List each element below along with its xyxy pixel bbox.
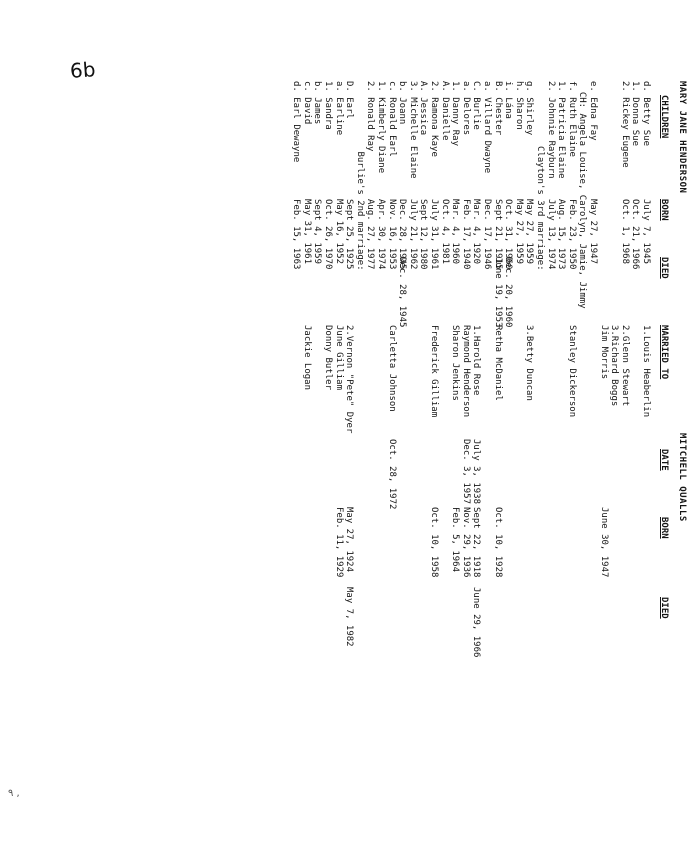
- header-children: CHILDREN: [659, 95, 669, 139]
- cell-died2: May 7, 1982: [344, 587, 355, 647]
- cell-born: July 31, 1961: [429, 199, 439, 270]
- cell-spouse: 1.Harold Rose: [471, 325, 482, 396]
- cell-name: d. Earl Dewayne: [291, 81, 302, 163]
- cell-name: 1. Danny Ray: [450, 81, 461, 147]
- cell-born: Mar. 4, 1920: [471, 199, 482, 265]
- entry-row: [344, 67, 355, 797]
- cell-born: Nov. 16, 1953: [386, 199, 397, 270]
- title-left: MARY JANE HENDERSON: [677, 81, 687, 194]
- cell-born: Sept 25, 1925: [344, 199, 355, 270]
- cell-name: A. Jessica: [418, 81, 429, 136]
- cell-born: Aug. 15, 1973: [556, 199, 567, 270]
- entry-row: [323, 67, 334, 797]
- cell-name: 1. Sandra: [323, 81, 333, 130]
- cell-born2: Nov. 29, 1936: [460, 507, 471, 578]
- cell-born: May 27, 1959: [524, 199, 535, 265]
- header-born2: BORN: [659, 517, 669, 539]
- cell-name: h. Sharon: [513, 81, 524, 130]
- genealogy-table: [205, 67, 695, 797]
- cell-born: Aug. 27, 1977: [365, 199, 376, 270]
- cell-name: 2. Rickey Eugene: [619, 81, 630, 168]
- cell-name: c. Ronald Earl: [386, 81, 397, 157]
- cell-spouse: 1.Louis Heaberlin: [641, 325, 651, 418]
- cell-spouse: Jim Morris: [598, 325, 609, 380]
- entry-row: [471, 67, 482, 797]
- cell-born: July 7, 1945: [641, 199, 651, 265]
- cell-born2: Oct. 10, 1928: [492, 507, 503, 578]
- entry-row: [418, 67, 429, 797]
- cell-date: Dec. 3, 1957: [460, 439, 471, 505]
- entry-row: [609, 67, 620, 797]
- cell-spouse: 2.Vernon "Pete" Dyer: [344, 325, 355, 434]
- cell-born: Sept 4, 1959: [312, 199, 323, 265]
- entry-row: [301, 67, 312, 797]
- cell-born: Sept 12, 1980: [418, 199, 429, 270]
- cell-name: 1. Patricia Elaine: [556, 81, 567, 179]
- cell-date: Oct. 28, 1972: [386, 439, 397, 510]
- cell-born: Oct. 4, 1981: [439, 199, 450, 265]
- cell-spouse: Sharon Jenkins: [450, 325, 461, 401]
- cell-born2: Feb. 11, 1929: [333, 507, 344, 578]
- header-died2: DIED: [659, 597, 669, 619]
- header-born: BORN: [659, 199, 669, 221]
- cell-died: Dec. 28, 1945: [397, 257, 408, 328]
- entry-row: [439, 67, 450, 797]
- entry-row: [641, 67, 652, 797]
- cell-spouse: Frederick Gilliam: [429, 325, 439, 418]
- cell-died: Dec. 20, 1960: [503, 257, 514, 328]
- header-married-to: MARRIED TO: [659, 325, 669, 380]
- entry-row: [365, 67, 376, 797]
- cell-born2: Feb. 5, 1964: [450, 507, 461, 573]
- entry-row: [598, 67, 609, 797]
- cell-name: b. James: [312, 81, 323, 125]
- entry-row: [503, 67, 514, 797]
- cell-name: i. Lána: [503, 81, 514, 119]
- cell-name: b. Joann: [397, 81, 408, 125]
- cell-born: Mar. 4, 1960: [450, 199, 461, 265]
- cell-name: B. Chester: [492, 81, 503, 136]
- cell-born: May 27, 1947: [588, 199, 598, 265]
- cell-name: 1. Kimberly Diane: [376, 81, 386, 174]
- cell-born: July 13, 1974: [545, 199, 556, 270]
- cell-born: July 21, 1962: [407, 199, 418, 270]
- cell-born: Dec. 28, 1945: [397, 199, 408, 270]
- cell-spouse: Carletta Johnson: [386, 325, 397, 412]
- cell-name: C. Burlie: [471, 81, 482, 130]
- entry-row: [545, 67, 556, 797]
- entry-row: [333, 67, 344, 797]
- entry-row: [291, 67, 302, 797]
- cell-born2: Sept 22, 1918: [471, 507, 482, 578]
- cell-name: Burlie's 2nd marriage:: [354, 81, 365, 271]
- entry-row: [397, 67, 408, 797]
- entry-row: [376, 67, 387, 797]
- cell-spouse: 2.Glenn Stewart: [619, 325, 630, 407]
- cell-name: 2. Johnnie Rayburn: [545, 81, 556, 179]
- cell-spouse: 3.Richard Boggs: [609, 325, 620, 407]
- cell-born2: June 30, 1947: [598, 507, 609, 578]
- cell-born: Oct. 21, 1966: [630, 199, 641, 270]
- header-died: DIED: [659, 257, 669, 279]
- entry-row: [524, 67, 535, 797]
- cell-name: a. Villard Dwayne: [482, 81, 492, 174]
- cell-born: Sept 21, 1915: [492, 199, 503, 270]
- entry-row: [577, 67, 588, 797]
- entry-row: [354, 67, 365, 797]
- cell-spouse: Jackie Logan: [301, 325, 312, 391]
- entry-row: [630, 67, 641, 797]
- cell-born: Feb. 17, 1940: [460, 199, 471, 270]
- entry-row: [460, 67, 471, 797]
- page-number: 6b: [69, 57, 97, 83]
- entry-row: [312, 67, 323, 797]
- cell-died: June 19, 1953: [492, 257, 503, 328]
- cell-date: July 3, 1938: [471, 439, 482, 505]
- cell-born2: May 27, 1924: [344, 507, 355, 573]
- cell-name: 1. Donna Sue: [630, 81, 641, 147]
- entry-row: [535, 67, 546, 797]
- cell-name: 3. Michelle Elaine: [407, 81, 418, 179]
- cell-spouse: Retha McDaniel: [492, 325, 503, 401]
- cell-born: Oct. 26, 1970: [323, 199, 333, 270]
- cell-name: g. Shirley: [524, 81, 535, 136]
- cell-spouse: Stanley Dickerson: [566, 325, 577, 418]
- entry-row: [513, 67, 524, 797]
- cell-born: May 27, 1959: [513, 199, 524, 265]
- cell-name: 2. Ramona Kaye: [429, 81, 439, 157]
- cell-born: Dec. 17, 1946: [482, 199, 492, 270]
- cell-spouse: 3.Betty Duncan: [524, 325, 535, 401]
- cell-born: Oct. 31, 1960: [503, 199, 514, 270]
- entry-row: [619, 67, 630, 797]
- header-date: DATE: [659, 449, 669, 471]
- cell-born: May 16, 1952: [333, 199, 344, 265]
- cell-born2: Oct. 10, 1958: [429, 507, 439, 578]
- entry-row: [566, 67, 577, 797]
- entry-row: [386, 67, 397, 797]
- entry-row: [407, 67, 418, 797]
- cell-name: c. David: [301, 81, 312, 125]
- cell-born: Feb. 15, 1963: [291, 199, 302, 270]
- cell-name: f. Ruth Elaine: [566, 81, 577, 157]
- cell-born: May 31, 1961: [301, 199, 312, 265]
- cell-spouse: Donny Butler: [323, 325, 333, 391]
- entry-row: [556, 67, 567, 797]
- cell-born: Feb. 23, 1950: [566, 199, 577, 270]
- cell-name: e. Edna Fay: [588, 81, 598, 141]
- cell-name: 2. Ronald Ray: [365, 81, 376, 152]
- cell-name: CH: Angela Louise, Carolyn, Jamie, Jimmy: [577, 81, 588, 309]
- entry-row: [450, 67, 461, 797]
- cell-name: A. Danielle: [439, 81, 450, 141]
- entry-row: [482, 67, 493, 797]
- entry-row: [588, 67, 599, 797]
- cell-name: d. Betty Sue: [641, 81, 651, 147]
- cell-name: a. Delores: [460, 81, 471, 136]
- stray-mark: ۹ ,: [8, 788, 20, 799]
- cell-died2: June 29, 1966: [471, 587, 482, 658]
- title-right: MITCHELL QUALLS: [677, 433, 687, 522]
- cell-spouse: Raymond Henderson: [460, 325, 471, 418]
- entry-row: [492, 67, 503, 797]
- cell-name: Clayton's 3rd marriage:: [535, 81, 545, 271]
- cell-born: Apr. 30, 1974: [376, 199, 386, 270]
- cell-spouse: June Gilliam: [333, 325, 344, 391]
- cell-name: D. Earl: [344, 81, 355, 119]
- entry-row: [429, 67, 440, 797]
- cell-name: a. Earline: [333, 81, 344, 136]
- cell-born: Oct. 1, 1968: [619, 199, 630, 265]
